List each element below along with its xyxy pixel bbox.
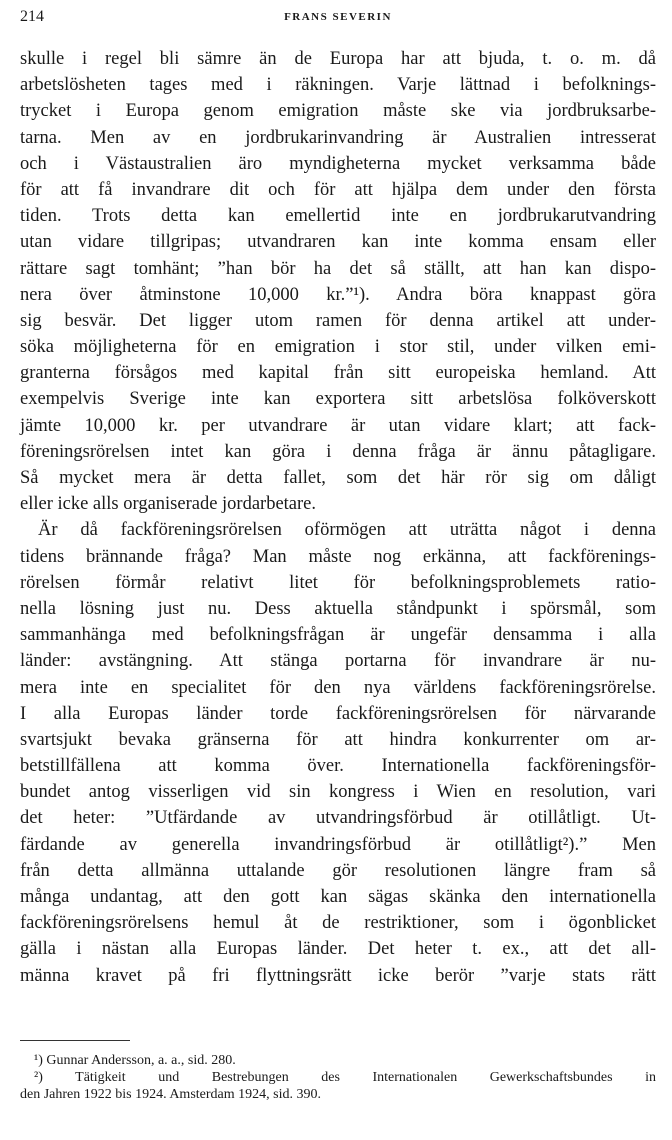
running-head: FRANS SEVERIN: [284, 11, 392, 23]
text-line: Så mycket mera är detta fallet, som det här rör sig om dåligt: [20, 468, 656, 488]
page-number: 214: [20, 8, 44, 25]
footnote-2: ²) Tätigkeit und Bestrebungen des Internationalen Gewerkschaftsbundes in: [34, 1070, 656, 1085]
text-line: rörelsen förmår relativt litet för befolkningsproblemets ratio-: [20, 572, 656, 593]
text-line: tidens brännande fråga? Man måste nog erkänna, att fackförenings-: [20, 546, 656, 567]
text-line: för att få invandrare dit och för att hjälpa dem under den första: [20, 179, 656, 200]
text-line: tiden. Trots detta kan emellertid inte en jordbrukarutvandring: [20, 206, 656, 227]
text-line: betstillfällena att komma över. Internationella fackföreningsför-: [20, 756, 656, 777]
text-line: rättare sagt tomhänt; ”han bör ha det så ställt, att han kan dispo-: [20, 258, 656, 279]
body-text: [20, 46, 656, 989]
text-line: nera över åtminstone 10,000 kr.”¹). Andra böra knappast göra: [20, 284, 656, 305]
text-line: sig besvär. Det ligger utom ramen för denna artikel att under-: [20, 310, 656, 331]
text-line: tarna. Men av en jordbrukarinvandring är Australien intresserat: [20, 127, 656, 148]
footnote-1: ¹) Gunnar Andersson, a. a., sid. 280.: [34, 1053, 236, 1068]
text-line: från detta allmänna uttalande gör resolutionen längre fram så: [20, 860, 656, 881]
text-line: nella lösning just nu. Dess aktuella ståndpunkt i spörsmål, som: [20, 598, 656, 619]
text-line: och i Västaustralien äro myndigheterna mycket verksamma både: [20, 153, 656, 174]
text-line: männa kravet på fri flyttningsrätt icke berör ”varje stats rätt: [20, 965, 656, 986]
text-line-paragraph-start: Är då fackföreningsrörelsen oförmögen att uträtta något i denna: [38, 520, 656, 541]
text-line: fackföreningsrörelsens hemul åt de restriktioner, som i ögonblicket: [20, 913, 656, 934]
footnote-2-continuation: den Jahren 1922 bis 1924. Amsterdam 1924, sid. 390.: [20, 1087, 321, 1102]
text-line: sammanhänga med befolkningsfrågan är ungefär densamma i alla: [20, 625, 656, 646]
text-line-paragraph-end: eller icke alls organiserade jordarbetare.: [20, 494, 317, 515]
text-line: gälla i nästan alla Europas länder. Det heter t. ex., att det all-: [20, 939, 656, 960]
text-line: färdande av generella invandringsförbud är otillåtligt²).” Men: [20, 834, 656, 855]
text-line: I alla Europas länder torde fackföreningsrörelsen för närvarande: [20, 703, 656, 724]
text-line: trycket i Europa genom emigration måste ske via jordbruksarbe-: [20, 101, 656, 122]
text-line: skulle i regel bli sämre än de Europa har att bjuda, t. o. m. då: [20, 49, 656, 69]
text-line: många undantag, att den gott kan sägas skänka den internationella: [20, 887, 656, 907]
text-line: länder: avstängning. Att stänga portarna för invandrare är nu-: [20, 651, 656, 672]
footnotes: [20, 1052, 656, 1103]
text-line: mera inte en specialitet för den nya världens fackföreningsrörelse.: [20, 677, 656, 698]
text-line: utan vidare tillgripas; utvandraren kan inte komma ensam eller: [20, 232, 656, 253]
page-header: [20, 8, 656, 32]
text-line: föreningsrörelsen intet kan göra i denna fråga är ännu påtagligare.: [20, 441, 656, 462]
text-line: bundet antog visserligen vid sin kongress i Wien en resolution, vari: [20, 782, 656, 803]
text-line: arbetslösheten tages med i räkningen. Varje lättnad i befolknings-: [20, 75, 656, 96]
text-line: exempelvis Sverige inte kan exportera sitt arbetslösa folköverskott: [20, 389, 656, 410]
text-line: jämte 10,000 kr. per utvandrare är utan vidare klart; att fack-: [20, 415, 656, 436]
text-line: det heter: ”Utfärdande av utvandringsförbud är otillåtligt. Ut-: [20, 808, 656, 829]
footnote-divider: [20, 1040, 130, 1041]
text-line: söka möjligheterna för en emigration i stor stil, under vilken emi-: [20, 337, 656, 358]
text-line: svartsjukt bevaka gränserna för att hindra konkurrenter om ar-: [20, 729, 656, 750]
text-line: granterna försågos med kapital från sitt europeiska hemland. Att: [20, 363, 656, 384]
